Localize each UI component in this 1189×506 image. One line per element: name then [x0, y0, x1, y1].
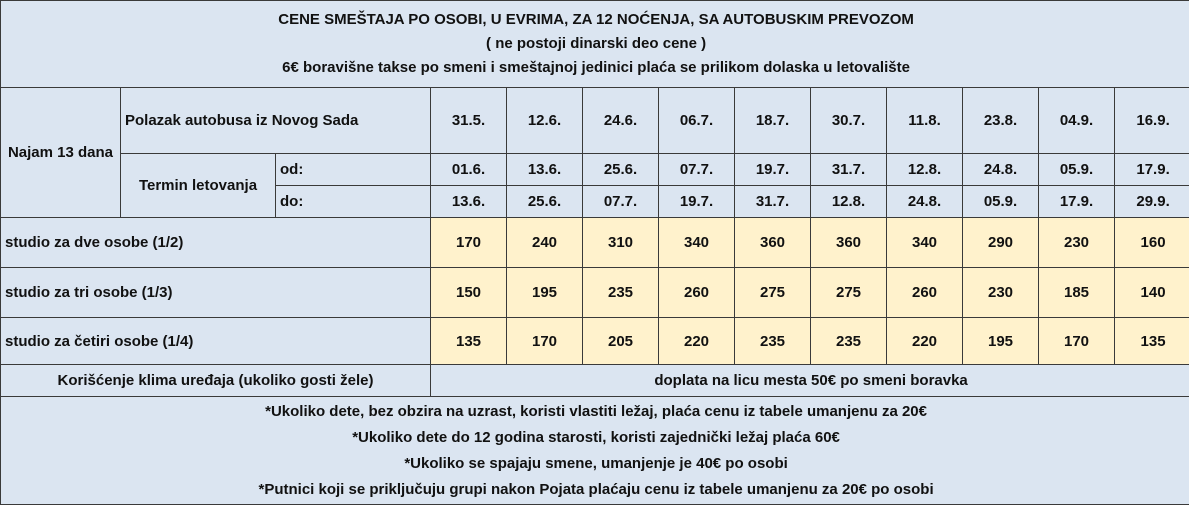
- from-date: 01.6.: [431, 154, 507, 186]
- price-cell: 275: [811, 268, 887, 318]
- table-header: [1, 1, 1189, 88]
- departure-row: [1, 88, 1189, 154]
- price-cell: 170: [507, 318, 583, 365]
- table-row: [1, 268, 1189, 318]
- from-date: 07.7.: [659, 154, 735, 186]
- departure-date: 24.6.: [583, 88, 659, 154]
- price-cell: 235: [811, 318, 887, 365]
- price-cell: 340: [887, 218, 963, 268]
- price-cell: 205: [583, 318, 659, 365]
- to-date: 07.7.: [583, 186, 659, 218]
- ac-label: Korišćenje klima uređaja (ukoliko gosti žele): [1, 365, 431, 397]
- table-row: [1, 318, 1189, 365]
- rental-label: Najam 13 dana: [1, 88, 121, 218]
- departure-date: 11.8.: [887, 88, 963, 154]
- price-cell: 260: [887, 268, 963, 318]
- room-type-label: studio za tri osobe (1/3): [1, 268, 431, 318]
- price-cell: 220: [887, 318, 963, 365]
- price-cell: 170: [431, 218, 507, 268]
- departure-date: 12.6.: [507, 88, 583, 154]
- table-row: [1, 218, 1189, 268]
- price-cell: 185: [1039, 268, 1115, 318]
- note-line: *Ukoliko dete, bez obzira na uzrast, koristi vlastiti ležaj, plaća cenu iz tabele umanjenu za 20€: [265, 402, 927, 420]
- header-subtitle: ( ne postoji dinarski deo cene ): [486, 35, 707, 52]
- price-cell: 220: [659, 318, 735, 365]
- to-date: 12.8.: [811, 186, 887, 218]
- note-line: *Putnici koji se priključuju grupi nakon Pojata plaćaju cenu iz tabele umanjenu za 20€ po osobi: [258, 480, 934, 498]
- note-line: *Ukoliko dete do 12 godina starosti, koristi zajednički ležaj plaća 60€: [352, 428, 840, 446]
- to-date: 25.6.: [507, 186, 583, 218]
- ac-row: [1, 365, 1189, 397]
- term-label: Termin letovanja: [121, 154, 276, 218]
- price-cell: 160: [1115, 218, 1189, 268]
- to-date: 19.7.: [659, 186, 735, 218]
- to-date: 29.9.: [1115, 186, 1189, 218]
- price-cell: 135: [1115, 318, 1189, 365]
- price-cell: 235: [583, 268, 659, 318]
- departure-date: 23.8.: [963, 88, 1039, 154]
- to-label: do:: [276, 186, 431, 218]
- to-date: 24.8.: [887, 186, 963, 218]
- price-cell: 235: [735, 318, 811, 365]
- header-title: CENE SMEŠTAJA PO OSOBI, U EVRIMA, ZA 12 NOĆENJA, SA AUTOBUSKIM PREVOZOM: [278, 11, 914, 28]
- price-cell: 240: [507, 218, 583, 268]
- room-type-label: studio za dve osobe (1/2): [1, 218, 431, 268]
- notes-cell: [1, 397, 1189, 505]
- header-row: [1, 1, 1189, 88]
- departure-date: 30.7.: [811, 88, 887, 154]
- price-cell: 230: [963, 268, 1039, 318]
- price-cell: 135: [431, 318, 507, 365]
- to-date: 31.7.: [735, 186, 811, 218]
- notes-row: [1, 397, 1189, 505]
- price-cell: 310: [583, 218, 659, 268]
- departure-date: 16.9.: [1115, 88, 1189, 154]
- header-tax-note: 6€ boravišne takse po smeni i smeštajnoj jedinici plaća se prilikom dolaska u letovalište: [282, 59, 910, 76]
- from-date: 31.7.: [811, 154, 887, 186]
- departure-label: Polazak autobusa iz Novog Sada: [121, 88, 431, 154]
- price-cell: 290: [963, 218, 1039, 268]
- to-date: 05.9.: [963, 186, 1039, 218]
- price-cell: 360: [811, 218, 887, 268]
- from-date: 17.9.: [1115, 154, 1189, 186]
- price-cell: 170: [1039, 318, 1115, 365]
- price-cell: 230: [1039, 218, 1115, 268]
- from-date: 24.8.: [963, 154, 1039, 186]
- price-cell: 140: [1115, 268, 1189, 318]
- from-date: 13.6.: [507, 154, 583, 186]
- to-date: 17.9.: [1039, 186, 1115, 218]
- departure-date: 31.5.: [431, 88, 507, 154]
- departure-date: 18.7.: [735, 88, 811, 154]
- price-cell: 275: [735, 268, 811, 318]
- departure-date: 06.7.: [659, 88, 735, 154]
- price-cell: 150: [431, 268, 507, 318]
- room-type-label: studio za četiri osobe (1/4): [1, 318, 431, 365]
- price-cell: 260: [659, 268, 735, 318]
- price-cell: 360: [735, 218, 811, 268]
- from-row: [1, 154, 1189, 186]
- price-cell: 340: [659, 218, 735, 268]
- to-date: 13.6.: [431, 186, 507, 218]
- from-label: od:: [276, 154, 431, 186]
- price-cell: 195: [507, 268, 583, 318]
- from-date: 05.9.: [1039, 154, 1115, 186]
- from-date: 12.8.: [887, 154, 963, 186]
- departure-date: 04.9.: [1039, 88, 1115, 154]
- from-date: 19.7.: [735, 154, 811, 186]
- price-cell: 195: [963, 318, 1039, 365]
- from-date: 25.6.: [583, 154, 659, 186]
- ac-value: doplata na licu mesta 50€ po smeni boravka: [431, 365, 1189, 397]
- note-line: *Ukoliko se spajaju smene, umanjenje je 40€ po osobi: [404, 454, 788, 472]
